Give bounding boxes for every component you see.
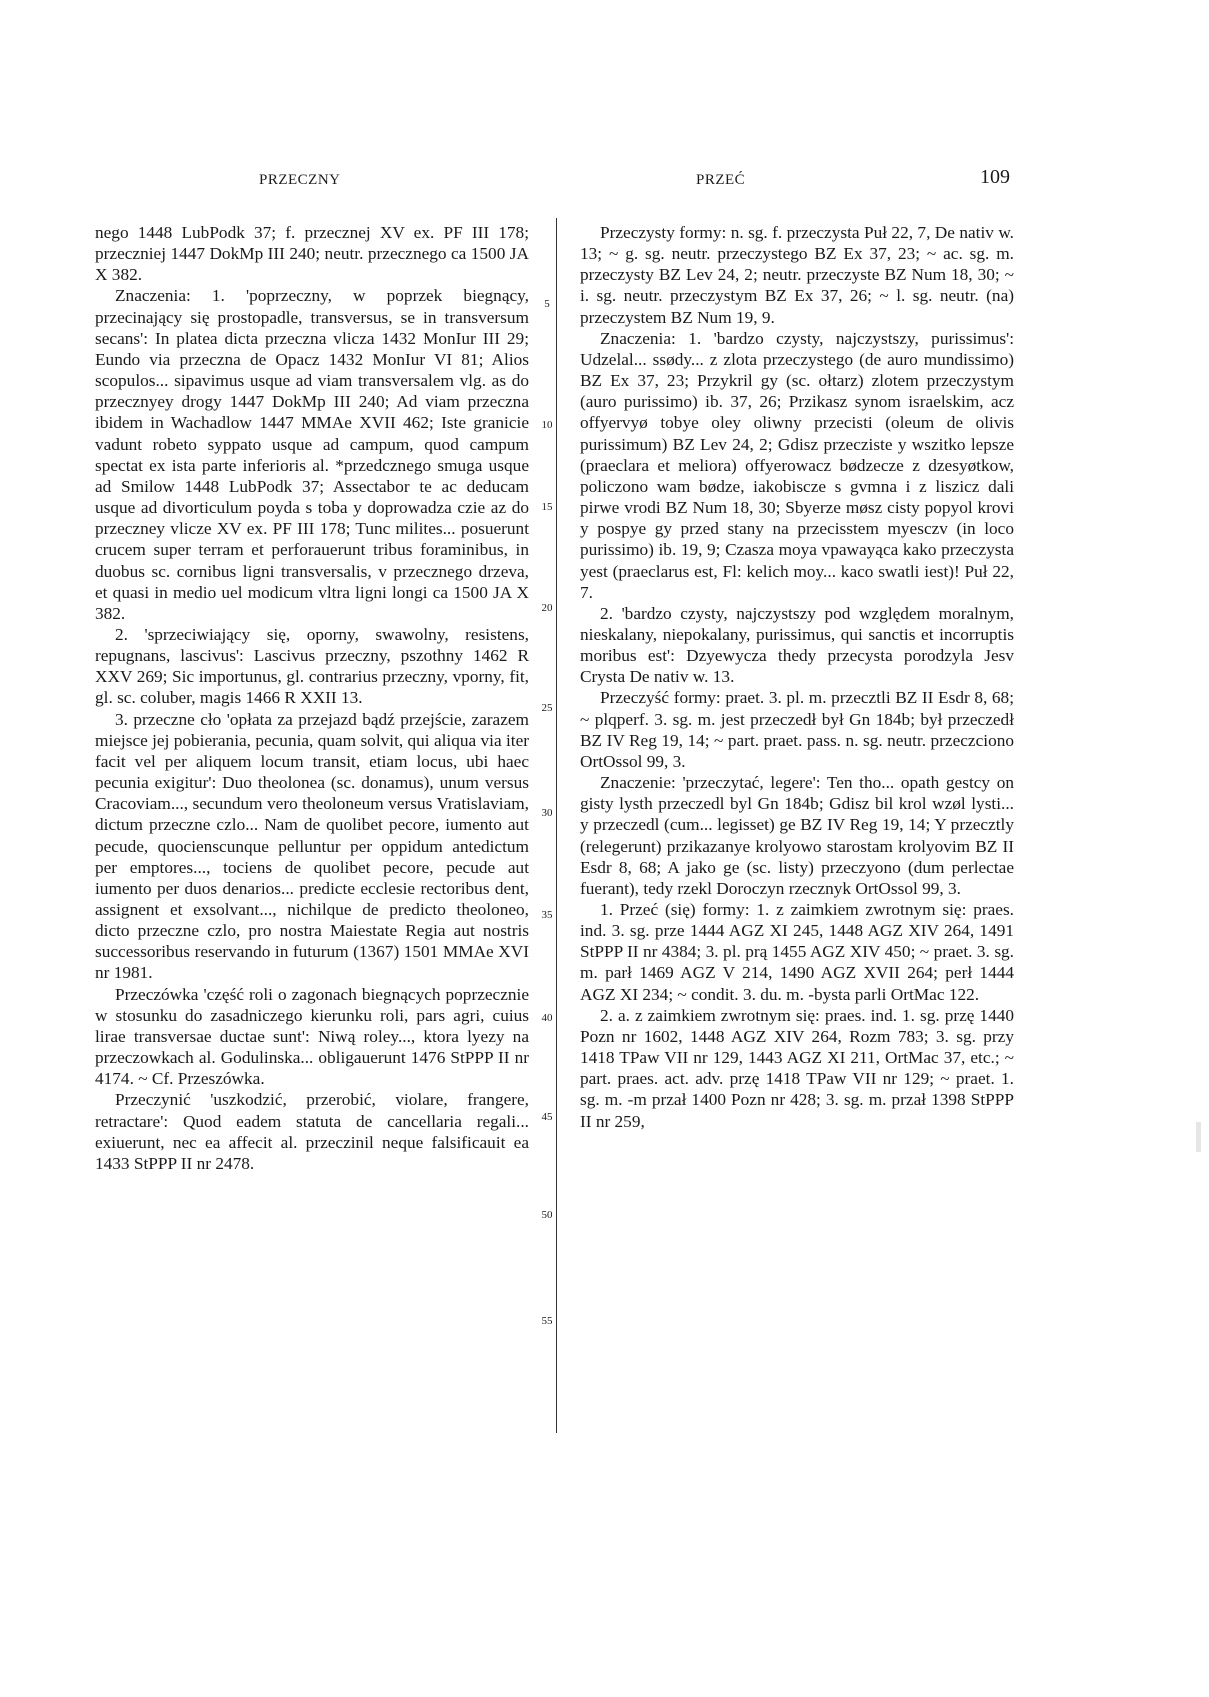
line-number: 5: [544, 298, 550, 310]
entry-paragraph: Przeczysty formy: n. sg. f. przeczysta Puł 22, 7, De nativ w. 13; ~ g. sg. neutr. przeczystego BZ Ex 37, 23; ~ ac. sg. m. przeczysty BZ Lev 24, 2; neutr. przeczyste BZ Num 18, 30; ~ i. sg. neutr. przeczystym BZ Ex 37, 26; ~ l. sg. neutr. (na) przeczystem BZ Num 19, 9.: [580, 223, 1014, 327]
entry-paragraph: 3. przeczne cło 'opłata za przejazd bądź przejście, zarazem miejsce jej pobierania, pecunia, quam solvit, qui aliqua via iter facit vel per aliquem locum transit, etiam locus, ubi haec pecunia exigitur': Duo theolonea (sc. donamus), unum versus Cracoviam..., secundum vero theoloneum versus Vratislaviam, dictum przeczne czlo... Nam de quolibet pecore, iumento aut pecude, quocienscunque pelluntur per oppidum antedictum per emptores..., tociens de quolibet pecore, pecude aut iumento per duos denarios... predicte ecclesie rectoribus dent, assignent et exsolvant..., nichilque de predicto theoloneo, dicto przeczne czlo, pro nostra Maiestate Regia aut nostris successoribus reservando in futurum (1367) 1501 MMAe XVI nr 1981.: [95, 709, 529, 983]
line-number: 15: [541, 501, 553, 513]
entry-paragraph: Znaczenia: 1. 'bardzo czysty, najczystszy, purissimus': Udzelal... ssødy... z zlota przeczystego (de auro mundissimo) BZ Ex 37, 23; Przykril gy (sc. ołtarz) zlotem przeczystym (auro purissimo) ib. 37, 26; Przikasz synom israelskim, acz offyervyø tobye oley oliwny przecisti (oleum de olivis purissimum) BZ Lev 24, 2; Gdisz przecziste y wszitko lepsze (praeclara et meliora) offyerowacz bødzecze z dzesyøtkow, policzono wam bødze, iakobiscze s gvmna i z liszicz dali pirwe vrodi BZ Num 18, 30; Sbyerze møsz cisty popyol krovi y pospye gy przed stany na przecisstem myesczv (in loco purissimo) ib. 19, 9; Czasza moya vpawayąca kako przeczysta yest (praeclarus est, Fl: kelich moy... kaco swatli iest)! Puł 22, 7.: [580, 328, 1014, 602]
entry-paragraph: Znaczenia: 1. 'poprzeczny, w poprzek biegnący, przecinający się prostopadle, transversus, se in transversum secans': In platea dicta przeczna vlicza 1432 MonIur III 29; Eundo via przeczna de Opacz 1432 MonIur VI 81; Alios scopulos... sipavimus usque ad viam transversalem vlg. as do przecznyey drogy 1447 DokMp III 240; Ad viam przeczna ibidem in Wachadlow 1447 MMAe XVII 462; Iste granicie vadunt robeto syppato usque ad campum, quod campum spectat ex ista parte inferioris al. *przedcznego smuga usque ad Smilow 1448 LubPodk 37; Assectabor te ac deducam usque ad divorticulum poyda s toba y doprowadza czie az do przeczney vlicze XV ex. PF III 178; Tunc milites... posuerunt crucem super terram et perforauerunt tribus foraminibus, in duobus sc. cornibus ligni transversalis, v przecznego drzeva, et quasi in medio uel modicum vltra ligni longi ca 1500 JA X 382.: [95, 286, 529, 623]
running-head-left: PRZECZNY: [259, 172, 341, 188]
entry-paragraph: Przeczyść formy: praet. 3. pl. m. przecztli BZ II Esdr 8, 68; ~ plqperf. 3. sg. m. jest przeczedł był Gn 184b; był przeczedł BZ IV Reg 19, 14; ~ part. praet. pass. n. sg. neutr. przeczciono OrtOssol 99, 3.: [580, 688, 1014, 771]
entry-paragraph: 2. 'sprzeciwiający się, oporny, swawolny, resistens, repugnans, lascivus': Lascivus przeczny, pszothny 1462 R XXV 269; Sic importunus, gl. contrarius przeczny, vporny, fit, gl. sc. coluber, magis 1466 R XXII 13.: [95, 624, 529, 708]
left-column: [95, 222, 529, 1174]
entry-paragraph: Przeczynić 'uszkodzić, przerobić, violare, frangere, retractare': Quod eadem statuta de cancellaria regali... exiuerunt, nec ea affecit al. przeczinil neque falsificauit ea 1433 StPPP II nr 2478.: [95, 1090, 529, 1173]
line-number: 55: [541, 1315, 553, 1327]
line-number: 25: [541, 702, 553, 714]
line-number: 30: [541, 807, 553, 819]
entry-paragraph: 2. 'bardzo czysty, najczystszy pod względem moralnym, nieskalany, niepokalany, purissimus, qui sanctis et incorruptis moribus est': Dzyewycza thedy przecysta porodzyla Jesv Crysta De nativ w. 13.: [580, 603, 1014, 687]
page-number: 109: [980, 166, 1010, 188]
right-column: [580, 222, 1014, 1132]
running-head-right: PRZEĆ: [696, 172, 746, 188]
line-number: 40: [541, 1012, 553, 1024]
line-number: 45: [541, 1111, 553, 1123]
line-number: 50: [541, 1209, 553, 1221]
column-divider: [556, 218, 557, 1433]
line-number: 35: [541, 909, 553, 921]
entry-paragraph: Przeczówka 'część roli o zagonach biegnących poprzecznie w stosunku do zasadniczego kierunku roli, pars agri, cuius lirae transversae ductae sunt': Niwą roley..., ktora lyezy na przeczowkach al. Godulinska... obligauerunt 1476 StPPP II nr 4174. ~ Cf. Przeszówka.: [95, 984, 529, 1089]
line-number: 20: [541, 602, 553, 614]
line-number: 10: [541, 419, 553, 431]
entry-paragraph: nego 1448 LubPodk 37; f. przecznej XV ex. PF III 178; przeczniej 1447 DokMp III 240; neutr. przecznego ca 1500 JA X 382.: [95, 223, 529, 285]
entry-paragraph: 2. a. z zaimkiem zwrotnym się: praes. ind. 1. sg. przę 1440 Pozn nr 1602, 1448 AGZ XIV 264, Rozm 783; 3. sg. przy 1418 TPaw VII nr 129, 1443 AGZ XI 211, OrtMac 37, etc.; ~ part. praes. act. adv. przę 1418 TPaw VII nr 129; ~ praet. 1. sg. m. -m przał 1400 Pozn nr 428; 3. sg. m. przał 1398 StPPP II nr 259,: [580, 1005, 1014, 1131]
entry-paragraph: 1. Przeć (się) formy: 1. z zaimkiem zwrotnym się: praes. ind. 3. sg. prze 1444 AGZ XI 245, 1448 AGZ XIV 264, 1491 StPPP II nr 4384; 3. pl. prą 1455 AGZ XIV 450; ~ praet. 3. sg. m. parł 1469 AGZ V 214, 1490 AGZ XVII 264; perł 1444 AGZ XI 234; ~ condit. 3. du. m. -bysta parli OrtMac 122.: [580, 900, 1014, 1004]
entry-paragraph: Znaczenie: 'przeczytać, legere': Ten tho... opath gestcy on gisty lysth przeczedl byl Gn 184b; Gdisz bil krol wzøl lysti... y przeczedl (cum... legisset) ge BZ IV Reg 19, 14; Y przecztly (relegerunt) przikazanye krolyowo starostam krolyovim BZ II Esdr 8, 68; A jako ge (sc. listy) przeczyono (dum perlectae fuerant), tedy rzekl Doroczyn rzecznyk OrtOssol 99, 3.: [580, 773, 1014, 898]
scan-edge-mark: [1196, 1122, 1201, 1152]
